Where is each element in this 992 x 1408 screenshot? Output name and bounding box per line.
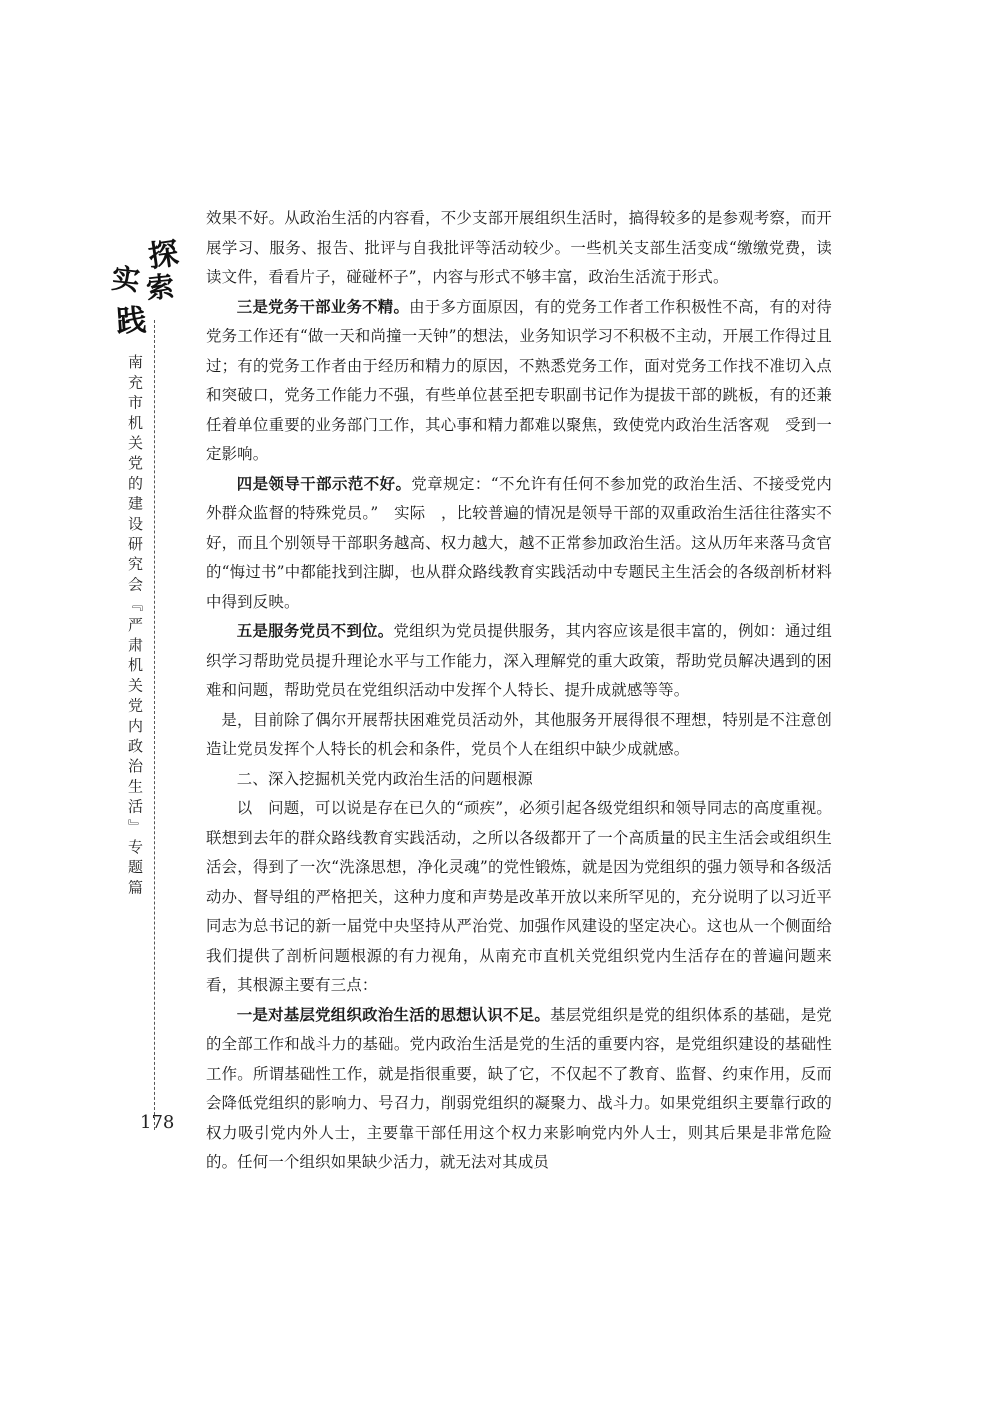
paragraph: 四是领导干部示范不好。党章规定：“不允许有任何不参加党的政治生活、不接受党内外群众监督的特殊党员。” 实际 ，比较普遍的情况是领导干部的双重政治生活往往落实不好，而且个别领导干部职务越高、权力越大，越不正常参加政治生活。这从历年来落马贪官的“悔过书”中都能找到注脚，也从群众路线教育实践活动中专题民主生活会的各级剖析材料中得到反映。 [206, 474, 832, 611]
paragraph-lead: 一是对基层党组织政治生活的思想认识不足。 [236, 1005, 551, 1024]
body-text [206, 204, 832, 1178]
logo-char: 索 [144, 269, 176, 306]
paragraph: 一是对基层党组织政治生活的思想认识不足。基层党组织是党的组织体系的基础，是党的全部工作和战斗力的基础。党内政治生活是党的生活的重要内容，是党组织建设的基础性工作。所谓基础性工作，就是指很重要，缺了它，不仅起不了教育、监督、约束作用，反而会降低党组织的影响力、号召力，削弱党组织的凝聚力、战斗力。如果党组织主要靠行政的权力吸引党内外人士，主要靠干部任用这个权力来影响党内外人士，则其后果是非常危险的。任何一个组织如果缺少活力，就无法对其成员 [206, 1005, 832, 1171]
logo-char: 实 [110, 261, 142, 298]
series-logo [108, 228, 181, 340]
paragraph-lead: 五是服务党员不到位。 [236, 622, 394, 640]
paragraph: 五是服务党员不到位。党组织为党员提供服务，其内容应该是很丰富的，例如：通过组织学习帮助党员提升理论水平与工作能力，深入理解党的重大政策，帮助党员解决遇到的困难和问题，帮助党员在党组织活动中发挥个人特长、提升成就感等等。 [206, 622, 832, 699]
paragraph-lead: 四是领导干部示范不好。 [236, 474, 412, 493]
page-number: 178 [140, 1112, 175, 1133]
logo-char: 践 [115, 302, 148, 340]
logo-char: 探 [146, 236, 181, 275]
paragraph: 三是党务干部业务不精。由于多方面原因，有的党务工作者工作积极性不高，有的对待党务工作还有“做一天和尚撞一天钟”的想法，业务知识学习不积极不主动，开展工作得过且过；有的党务工作者由于经历和精力的原因，不熟悉党务工作，面对党务工作找不准切入点和突破口，党务工作能力不强，有些单位甚至把专职副书记作为提拔干部的跳板，有的还兼任着单位重要的业务部门工作，其心事和精力都难以聚焦，致使党内政治生活客观 受到一定影响。 [206, 297, 833, 463]
side-margin [108, 228, 181, 1408]
series-subtitle: 南充市机关党的建设研究会『严肃机关党内政治生活』专题篇 [126, 354, 144, 900]
section-heading: 二、深入挖掘机关党内政治生活的问题根源 [236, 769, 534, 788]
paragraph: 以 问题，可以说是存在已久的“顽疾”，必须引起各级党组织和领导同志的高度重视。联想到去年的群众路线教育实践活动，之所以各级都开了一个高质量的民主生活会或组织生活会，得到了一次“洗涤思想，净化灵魂”的党性锻炼，就是因为党组织的强力领导和各级活动办、督导组的严格把关，这种力度和声势是改革开放以来所罕见的，充分说明了以习近平同志为总书记的新一届党中央坚持从严治党、加强作风建设的坚定决心。这也从一个侧面给我们提供了剖析问题根源的有力视角，从南充市直机关党组织党内生活存在的普遍问题来看，其根源主要有三点： [206, 799, 832, 994]
paragraph: 效果不好。从政治生活的内容看，不少支部开展组织生活时，搞得较多的是参观考察，而开展学习、服务、报告、批评与自我批评等活动较少。一些机关支部生活变成“缴缴党费，读读文件，看看片子，碰碰杯子”，内容与形式不够丰富，政治生活流于形式。 [206, 209, 832, 286]
paragraph: 是，目前除了偶尔开展帮扶困难党员活动外，其他服务开展得很不理想，特别是不注意创造让党员发挥个人特长的机会和条件，党员个人在组织中缺少成就感。 [206, 710, 832, 758]
paragraph-lead: 三是党务干部业务不精。 [236, 297, 410, 316]
margin-dashed-rule [154, 320, 155, 1130]
